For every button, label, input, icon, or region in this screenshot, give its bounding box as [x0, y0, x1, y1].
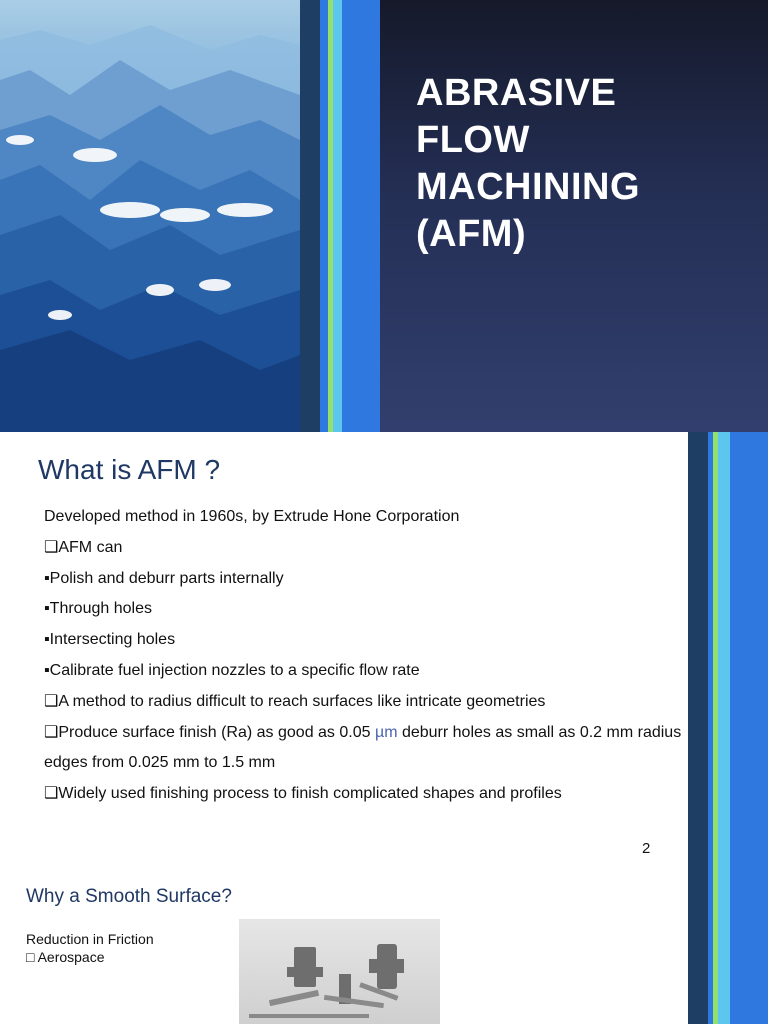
- title-slide: [0, 0, 768, 432]
- list-item: ❑AFM can: [44, 538, 123, 556]
- slide-heading: What is AFM ?: [38, 454, 221, 485]
- what-is-afm-slide: [0, 432, 768, 864]
- list-item: Developed method in 1960s, by Extrude Hone Corporation: [44, 508, 460, 525]
- list-item: ▪Through holes: [44, 600, 152, 618]
- list-item: ▪Calibrate fuel injection nozzles to a specific flow rate: [44, 661, 420, 679]
- finish-text: deburr holes as small as 0.2 mm radius edges from 0.025 mm to 1.5 mm: [44, 723, 682, 772]
- decorative-stripes: [688, 432, 768, 864]
- slide-text: [26, 930, 154, 966]
- list-item: ❑A method to radius difficult to reach surfaces like intricate geometries: [44, 692, 546, 710]
- bullet-list: [44, 502, 684, 810]
- mountain-photo: [0, 0, 300, 432]
- text-line: Reduction in Friction: [26, 931, 154, 947]
- list-item: ▪Intersecting holes: [44, 631, 176, 649]
- title-line: FLOW: [416, 119, 530, 161]
- title-line: MACHINING: [416, 166, 641, 208]
- slide-heading: Why a Smooth Surface?: [26, 886, 232, 907]
- list-item: ❑Widely used finishing process to finish complicated shapes and profiles: [44, 785, 562, 803]
- page-number: 2: [642, 840, 651, 857]
- smooth-surface-slide: [0, 864, 768, 1024]
- machined-parts-photo: [239, 919, 440, 1024]
- finish-text: ❑Produce surface finish (Ra) as good as 0.05: [44, 723, 375, 741]
- slide-title: [416, 70, 756, 258]
- decorative-stripes: [688, 864, 768, 1024]
- list-item: ▪Polish and deburr parts internally: [44, 569, 284, 587]
- title-line: (AFM): [416, 213, 527, 255]
- micron-unit: µm: [374, 723, 398, 741]
- list-item: [44, 718, 684, 780]
- title-panel: [380, 0, 768, 432]
- title-line: ABRASIVE: [416, 72, 617, 114]
- text-line: □ Aerospace: [26, 949, 105, 965]
- decorative-stripes: [300, 0, 380, 432]
